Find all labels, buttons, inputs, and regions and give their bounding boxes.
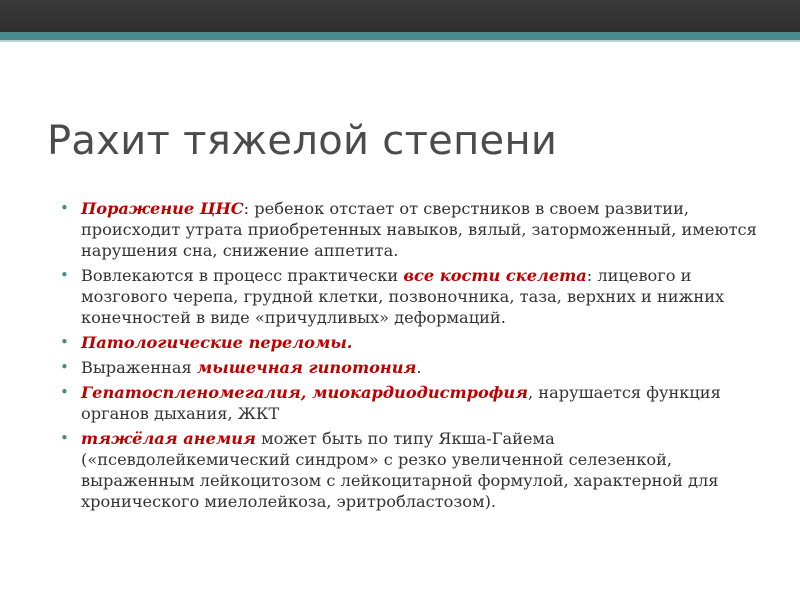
bullet-text: . [416, 358, 422, 377]
bullet-text: Выраженная [81, 358, 197, 377]
highlighted-term: все кости скелета [403, 266, 587, 285]
bullet-text: Вовлекаются в процесс практически [81, 266, 404, 285]
bullet-item [60, 382, 760, 424]
bullet-icon: • [60, 429, 69, 447]
bullet-icon: • [60, 199, 69, 217]
bullet-text: , нарушается функция органов дыхания, ЖКТ [81, 383, 721, 423]
highlighted-term: Гепатоспленомегалия, миокардиодистрофия [81, 383, 528, 402]
bullet-item [60, 428, 760, 512]
top-decorative-bar [0, 0, 800, 32]
bullet-text: : ребенок отстает от сверстников в своем развитии, происходит утрата приобретенных навыков, вялый, заторможенный, имеются нарушения сна, снижение аппетита. [81, 199, 757, 260]
top-thin-stripe [0, 40, 800, 42]
bullet-icon: • [60, 358, 69, 376]
highlighted-term: мышечная гипотония [196, 358, 417, 377]
highlighted-term: тяжёлая анемия [81, 429, 256, 448]
slide-title: Рахит тяжелой степени [47, 118, 558, 164]
bullet-list [60, 198, 760, 516]
highlighted-term: Поражение ЦНС [81, 199, 244, 218]
bullet-icon: • [60, 266, 69, 284]
bullet-item [60, 332, 760, 353]
bullet-item [60, 198, 760, 261]
bullet-item [60, 265, 760, 328]
bullet-item [60, 357, 760, 378]
top-accent-stripe [0, 32, 800, 40]
bullet-icon: • [60, 383, 69, 401]
bullet-text: может быть по типу Якша-Гайема («псевдолейкемический синдром» с резко увеличенной селезенкой, выраженным лейкоцитозом с лейкоцитарной формулой, характерной для хронического миелолейкоза, эритробластозом). [81, 429, 719, 511]
bullet-icon: • [60, 333, 69, 351]
bullet-text: : лицевого и мозгового черепа, грудной клетки, позвоночника, таза, верхних и нижних конечностей в виде «причудливых» деформаций. [81, 266, 725, 327]
highlighted-term: Патологические переломы. [81, 333, 353, 352]
